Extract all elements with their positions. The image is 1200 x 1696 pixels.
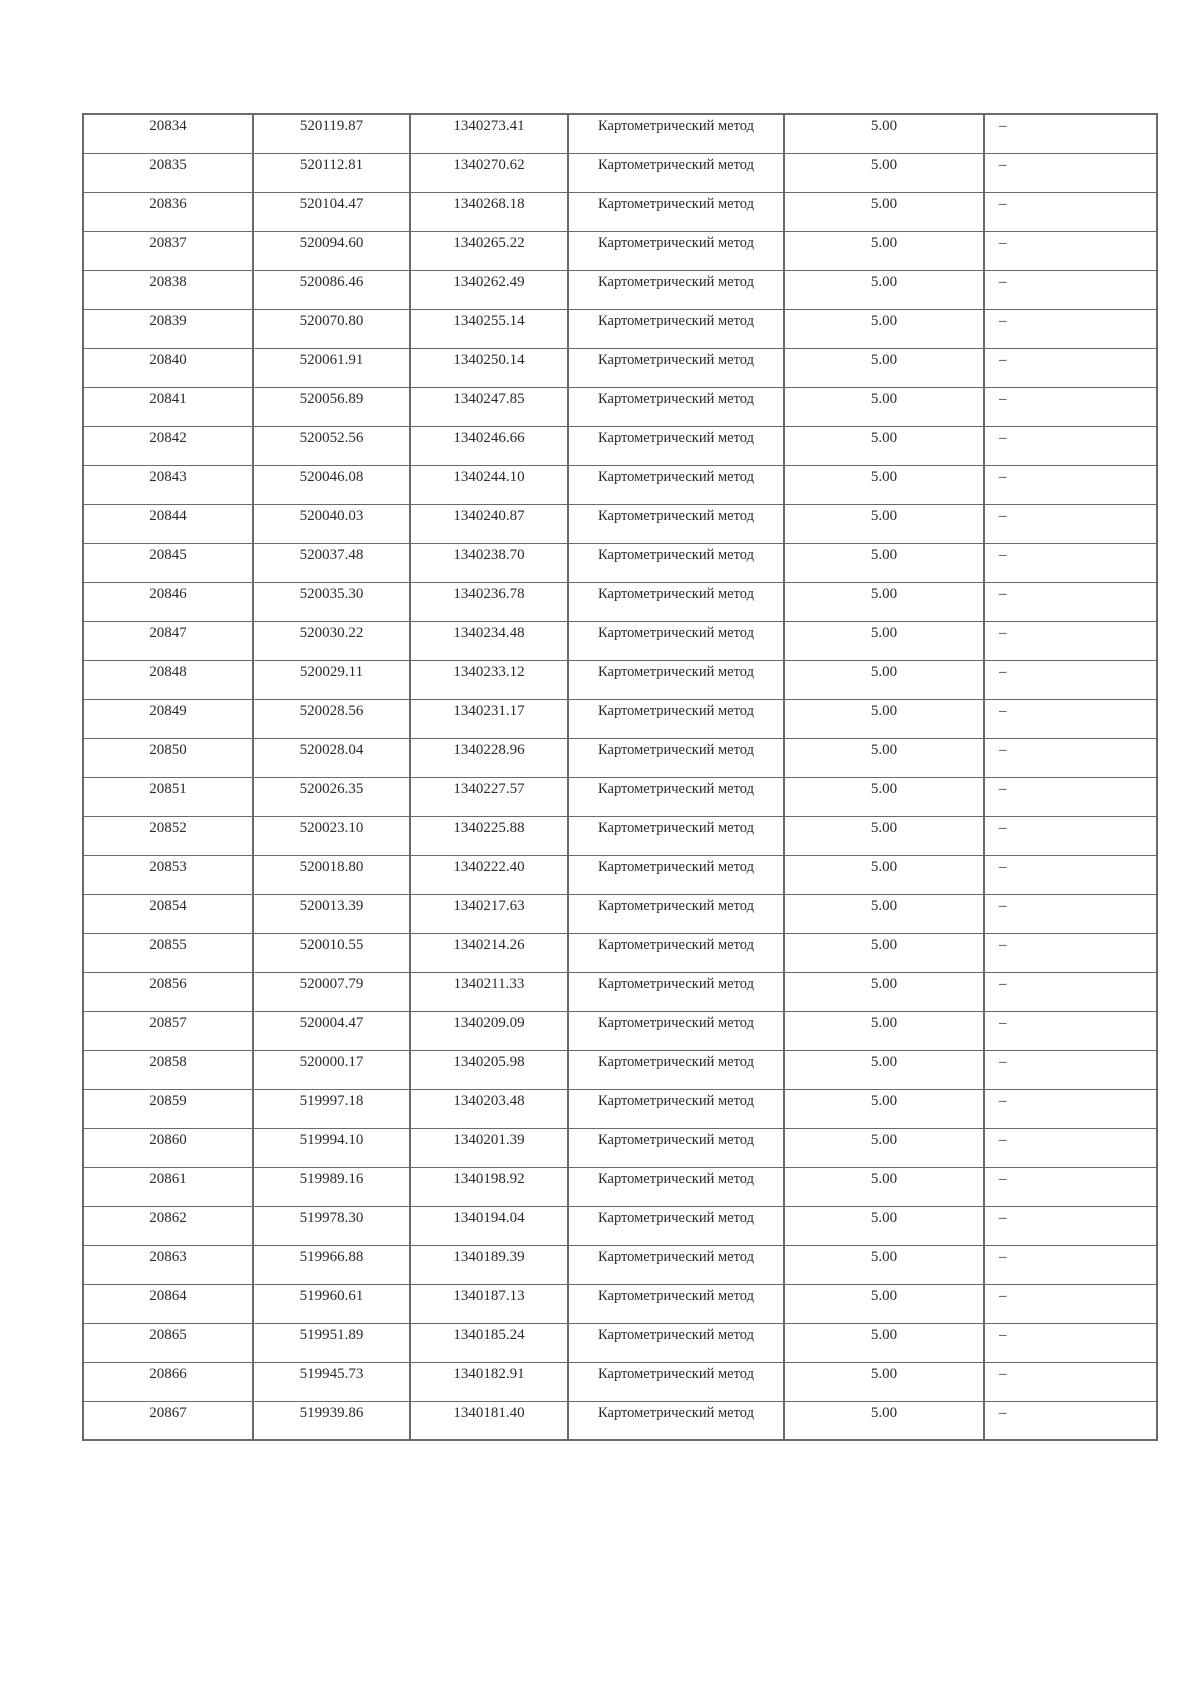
method-cell: Картометрический метод (568, 1167, 784, 1206)
precision-cell: 5.00 (784, 1206, 984, 1245)
precision-cell: 5.00 (784, 621, 984, 660)
table-row (83, 1206, 1157, 1245)
table-row (83, 699, 1157, 738)
point-number-cell: 20849 (83, 699, 253, 738)
method-cell: Картометрический метод (568, 387, 784, 426)
precision-cell: 5.00 (784, 1323, 984, 1362)
y-coordinate-cell: 1340236.78 (410, 582, 568, 621)
y-coordinate-cell: 1340255.14 (410, 309, 568, 348)
coordinates-table-body (83, 114, 1157, 1440)
note-cell: – (984, 777, 1157, 816)
coordinates-table (82, 113, 1158, 1441)
table-row (83, 738, 1157, 777)
method-cell: Картометрический метод (568, 894, 784, 933)
point-number-cell: 20854 (83, 894, 253, 933)
x-coordinate-cell: 520026.35 (253, 777, 410, 816)
x-coordinate-cell: 519951.89 (253, 1323, 410, 1362)
method-cell: Картометрический метод (568, 1011, 784, 1050)
y-coordinate-cell: 1340209.09 (410, 1011, 568, 1050)
point-number-cell: 20867 (83, 1401, 253, 1440)
method-cell: Картометрический метод (568, 1284, 784, 1323)
note-cell: – (984, 660, 1157, 699)
x-coordinate-cell: 520029.11 (253, 660, 410, 699)
method-cell: Картометрический метод (568, 933, 784, 972)
point-number-cell: 20857 (83, 1011, 253, 1050)
y-coordinate-cell: 1340205.98 (410, 1050, 568, 1089)
note-cell: – (984, 894, 1157, 933)
precision-cell: 5.00 (784, 582, 984, 621)
point-number-cell: 20865 (83, 1323, 253, 1362)
x-coordinate-cell: 519966.88 (253, 1245, 410, 1284)
x-coordinate-cell: 519945.73 (253, 1362, 410, 1401)
table-row (83, 621, 1157, 660)
note-cell: – (984, 114, 1157, 153)
note-cell: – (984, 270, 1157, 309)
method-cell: Картометрический метод (568, 1128, 784, 1167)
method-cell: Картометрический метод (568, 1362, 784, 1401)
precision-cell: 5.00 (784, 1167, 984, 1206)
note-cell: – (984, 1323, 1157, 1362)
note-cell: – (984, 621, 1157, 660)
precision-cell: 5.00 (784, 699, 984, 738)
precision-cell: 5.00 (784, 348, 984, 387)
point-number-cell: 20840 (83, 348, 253, 387)
table-row (83, 1245, 1157, 1284)
note-cell: – (984, 1245, 1157, 1284)
method-cell: Картометрический метод (568, 621, 784, 660)
x-coordinate-cell: 520119.87 (253, 114, 410, 153)
method-cell: Картометрический метод (568, 543, 784, 582)
table-row (83, 1128, 1157, 1167)
y-coordinate-cell: 1340240.87 (410, 504, 568, 543)
x-coordinate-cell: 519989.16 (253, 1167, 410, 1206)
x-coordinate-cell: 519997.18 (253, 1089, 410, 1128)
y-coordinate-cell: 1340211.33 (410, 972, 568, 1011)
point-number-cell: 20841 (83, 387, 253, 426)
method-cell: Картометрический метод (568, 465, 784, 504)
note-cell: – (984, 1128, 1157, 1167)
precision-cell: 5.00 (784, 777, 984, 816)
method-cell: Картометрический метод (568, 855, 784, 894)
point-number-cell: 20852 (83, 816, 253, 855)
x-coordinate-cell: 519960.61 (253, 1284, 410, 1323)
table-row (83, 933, 1157, 972)
x-coordinate-cell: 520040.03 (253, 504, 410, 543)
precision-cell: 5.00 (784, 270, 984, 309)
y-coordinate-cell: 1340182.91 (410, 1362, 568, 1401)
point-number-cell: 20859 (83, 1089, 253, 1128)
table-row (83, 660, 1157, 699)
precision-cell: 5.00 (784, 231, 984, 270)
y-coordinate-cell: 1340217.63 (410, 894, 568, 933)
y-coordinate-cell: 1340189.39 (410, 1245, 568, 1284)
table-row (83, 465, 1157, 504)
note-cell: – (984, 1284, 1157, 1323)
method-cell: Картометрический метод (568, 426, 784, 465)
method-cell: Картометрический метод (568, 738, 784, 777)
y-coordinate-cell: 1340247.85 (410, 387, 568, 426)
method-cell: Картометрический метод (568, 1050, 784, 1089)
precision-cell: 5.00 (784, 738, 984, 777)
x-coordinate-cell: 520010.55 (253, 933, 410, 972)
method-cell: Картометрический метод (568, 348, 784, 387)
table-row (83, 1284, 1157, 1323)
point-number-cell: 20858 (83, 1050, 253, 1089)
precision-cell: 5.00 (784, 855, 984, 894)
precision-cell: 5.00 (784, 192, 984, 231)
precision-cell: 5.00 (784, 1245, 984, 1284)
x-coordinate-cell: 520086.46 (253, 270, 410, 309)
table-row (83, 582, 1157, 621)
point-number-cell: 20842 (83, 426, 253, 465)
point-number-cell: 20853 (83, 855, 253, 894)
note-cell: – (984, 504, 1157, 543)
y-coordinate-cell: 1340244.10 (410, 465, 568, 504)
method-cell: Картометрический метод (568, 192, 784, 231)
precision-cell: 5.00 (784, 309, 984, 348)
x-coordinate-cell: 520007.79 (253, 972, 410, 1011)
x-coordinate-cell: 520037.48 (253, 543, 410, 582)
note-cell: – (984, 387, 1157, 426)
table-row (83, 153, 1157, 192)
y-coordinate-cell: 1340187.13 (410, 1284, 568, 1323)
table-row (83, 231, 1157, 270)
y-coordinate-cell: 1340246.66 (410, 426, 568, 465)
table-row (83, 114, 1157, 153)
point-number-cell: 20836 (83, 192, 253, 231)
method-cell: Картометрический метод (568, 1401, 784, 1440)
x-coordinate-cell: 520028.04 (253, 738, 410, 777)
table-row (83, 894, 1157, 933)
note-cell: – (984, 309, 1157, 348)
x-coordinate-cell: 520052.56 (253, 426, 410, 465)
precision-cell: 5.00 (784, 1128, 984, 1167)
point-number-cell: 20860 (83, 1128, 253, 1167)
table-row (83, 1401, 1157, 1440)
method-cell: Картометрический метод (568, 816, 784, 855)
y-coordinate-cell: 1340194.04 (410, 1206, 568, 1245)
method-cell: Картометрический метод (568, 309, 784, 348)
x-coordinate-cell: 520056.89 (253, 387, 410, 426)
point-number-cell: 20838 (83, 270, 253, 309)
point-number-cell: 20864 (83, 1284, 253, 1323)
method-cell: Картометрический метод (568, 1206, 784, 1245)
table-row (83, 1011, 1157, 1050)
note-cell: – (984, 465, 1157, 504)
table-row (83, 504, 1157, 543)
note-cell: – (984, 543, 1157, 582)
note-cell: – (984, 699, 1157, 738)
y-coordinate-cell: 1340214.26 (410, 933, 568, 972)
precision-cell: 5.00 (784, 426, 984, 465)
x-coordinate-cell: 520094.60 (253, 231, 410, 270)
method-cell: Картометрический метод (568, 153, 784, 192)
y-coordinate-cell: 1340198.92 (410, 1167, 568, 1206)
table-row (83, 543, 1157, 582)
note-cell: – (984, 933, 1157, 972)
x-coordinate-cell: 519939.86 (253, 1401, 410, 1440)
precision-cell: 5.00 (784, 933, 984, 972)
precision-cell: 5.00 (784, 543, 984, 582)
y-coordinate-cell: 1340238.70 (410, 543, 568, 582)
note-cell: – (984, 426, 1157, 465)
precision-cell: 5.00 (784, 1050, 984, 1089)
x-coordinate-cell: 520018.80 (253, 855, 410, 894)
precision-cell: 5.00 (784, 816, 984, 855)
precision-cell: 5.00 (784, 114, 984, 153)
method-cell: Картометрический метод (568, 777, 784, 816)
table-row (83, 426, 1157, 465)
precision-cell: 5.00 (784, 504, 984, 543)
x-coordinate-cell: 520000.17 (253, 1050, 410, 1089)
point-number-cell: 20839 (83, 309, 253, 348)
x-coordinate-cell: 520070.80 (253, 309, 410, 348)
point-number-cell: 20844 (83, 504, 253, 543)
note-cell: – (984, 1206, 1157, 1245)
x-coordinate-cell: 520046.08 (253, 465, 410, 504)
note-cell: – (984, 1362, 1157, 1401)
table-row (83, 1323, 1157, 1362)
table-row (83, 972, 1157, 1011)
x-coordinate-cell: 520112.81 (253, 153, 410, 192)
y-coordinate-cell: 1340227.57 (410, 777, 568, 816)
table-row (83, 1167, 1157, 1206)
method-cell: Картометрический метод (568, 699, 784, 738)
y-coordinate-cell: 1340228.96 (410, 738, 568, 777)
note-cell: – (984, 738, 1157, 777)
note-cell: – (984, 1011, 1157, 1050)
table-row (83, 1089, 1157, 1128)
point-number-cell: 20834 (83, 114, 253, 153)
note-cell: – (984, 348, 1157, 387)
method-cell: Картометрический метод (568, 582, 784, 621)
y-coordinate-cell: 1340250.14 (410, 348, 568, 387)
method-cell: Картометрический метод (568, 1245, 784, 1284)
x-coordinate-cell: 520061.91 (253, 348, 410, 387)
y-coordinate-cell: 1340201.39 (410, 1128, 568, 1167)
precision-cell: 5.00 (784, 1284, 984, 1323)
point-number-cell: 20845 (83, 543, 253, 582)
y-coordinate-cell: 1340185.24 (410, 1323, 568, 1362)
method-cell: Картометрический метод (568, 504, 784, 543)
y-coordinate-cell: 1340233.12 (410, 660, 568, 699)
precision-cell: 5.00 (784, 465, 984, 504)
point-number-cell: 20846 (83, 582, 253, 621)
method-cell: Картометрический метод (568, 660, 784, 699)
method-cell: Картометрический метод (568, 1089, 784, 1128)
y-coordinate-cell: 1340181.40 (410, 1401, 568, 1440)
point-number-cell: 20850 (83, 738, 253, 777)
y-coordinate-cell: 1340270.62 (410, 153, 568, 192)
point-number-cell: 20847 (83, 621, 253, 660)
point-number-cell: 20848 (83, 660, 253, 699)
x-coordinate-cell: 520004.47 (253, 1011, 410, 1050)
y-coordinate-cell: 1340268.18 (410, 192, 568, 231)
precision-cell: 5.00 (784, 660, 984, 699)
table-row (83, 270, 1157, 309)
precision-cell: 5.00 (784, 153, 984, 192)
precision-cell: 5.00 (784, 1401, 984, 1440)
y-coordinate-cell: 1340203.48 (410, 1089, 568, 1128)
note-cell: – (984, 231, 1157, 270)
point-number-cell: 20843 (83, 465, 253, 504)
point-number-cell: 20863 (83, 1245, 253, 1284)
y-coordinate-cell: 1340273.41 (410, 114, 568, 153)
method-cell: Картометрический метод (568, 114, 784, 153)
precision-cell: 5.00 (784, 1089, 984, 1128)
table-row (83, 777, 1157, 816)
table-row (83, 855, 1157, 894)
table-row (83, 387, 1157, 426)
note-cell: – (984, 1167, 1157, 1206)
x-coordinate-cell: 519978.30 (253, 1206, 410, 1245)
point-number-cell: 20862 (83, 1206, 253, 1245)
method-cell: Картометрический метод (568, 231, 784, 270)
point-number-cell: 20855 (83, 933, 253, 972)
point-number-cell: 20851 (83, 777, 253, 816)
note-cell: – (984, 816, 1157, 855)
x-coordinate-cell: 519994.10 (253, 1128, 410, 1167)
note-cell: – (984, 972, 1157, 1011)
table-row (83, 348, 1157, 387)
precision-cell: 5.00 (784, 387, 984, 426)
precision-cell: 5.00 (784, 1011, 984, 1050)
precision-cell: 5.00 (784, 1362, 984, 1401)
point-number-cell: 20837 (83, 231, 253, 270)
note-cell: – (984, 582, 1157, 621)
method-cell: Картометрический метод (568, 972, 784, 1011)
table-row (83, 1050, 1157, 1089)
y-coordinate-cell: 1340262.49 (410, 270, 568, 309)
note-cell: – (984, 1089, 1157, 1128)
precision-cell: 5.00 (784, 894, 984, 933)
x-coordinate-cell: 520023.10 (253, 816, 410, 855)
note-cell: – (984, 153, 1157, 192)
y-coordinate-cell: 1340265.22 (410, 231, 568, 270)
table-row (83, 309, 1157, 348)
note-cell: – (984, 1050, 1157, 1089)
note-cell: – (984, 192, 1157, 231)
y-coordinate-cell: 1340231.17 (410, 699, 568, 738)
x-coordinate-cell: 520028.56 (253, 699, 410, 738)
y-coordinate-cell: 1340225.88 (410, 816, 568, 855)
note-cell: – (984, 855, 1157, 894)
point-number-cell: 20861 (83, 1167, 253, 1206)
y-coordinate-cell: 1340234.48 (410, 621, 568, 660)
method-cell: Картометрический метод (568, 1323, 784, 1362)
y-coordinate-cell: 1340222.40 (410, 855, 568, 894)
x-coordinate-cell: 520030.22 (253, 621, 410, 660)
point-number-cell: 20866 (83, 1362, 253, 1401)
x-coordinate-cell: 520013.39 (253, 894, 410, 933)
x-coordinate-cell: 520035.30 (253, 582, 410, 621)
precision-cell: 5.00 (784, 972, 984, 1011)
table-row (83, 816, 1157, 855)
point-number-cell: 20856 (83, 972, 253, 1011)
note-cell: – (984, 1401, 1157, 1440)
table-row (83, 1362, 1157, 1401)
table-row (83, 192, 1157, 231)
method-cell: Картометрический метод (568, 270, 784, 309)
x-coordinate-cell: 520104.47 (253, 192, 410, 231)
point-number-cell: 20835 (83, 153, 253, 192)
